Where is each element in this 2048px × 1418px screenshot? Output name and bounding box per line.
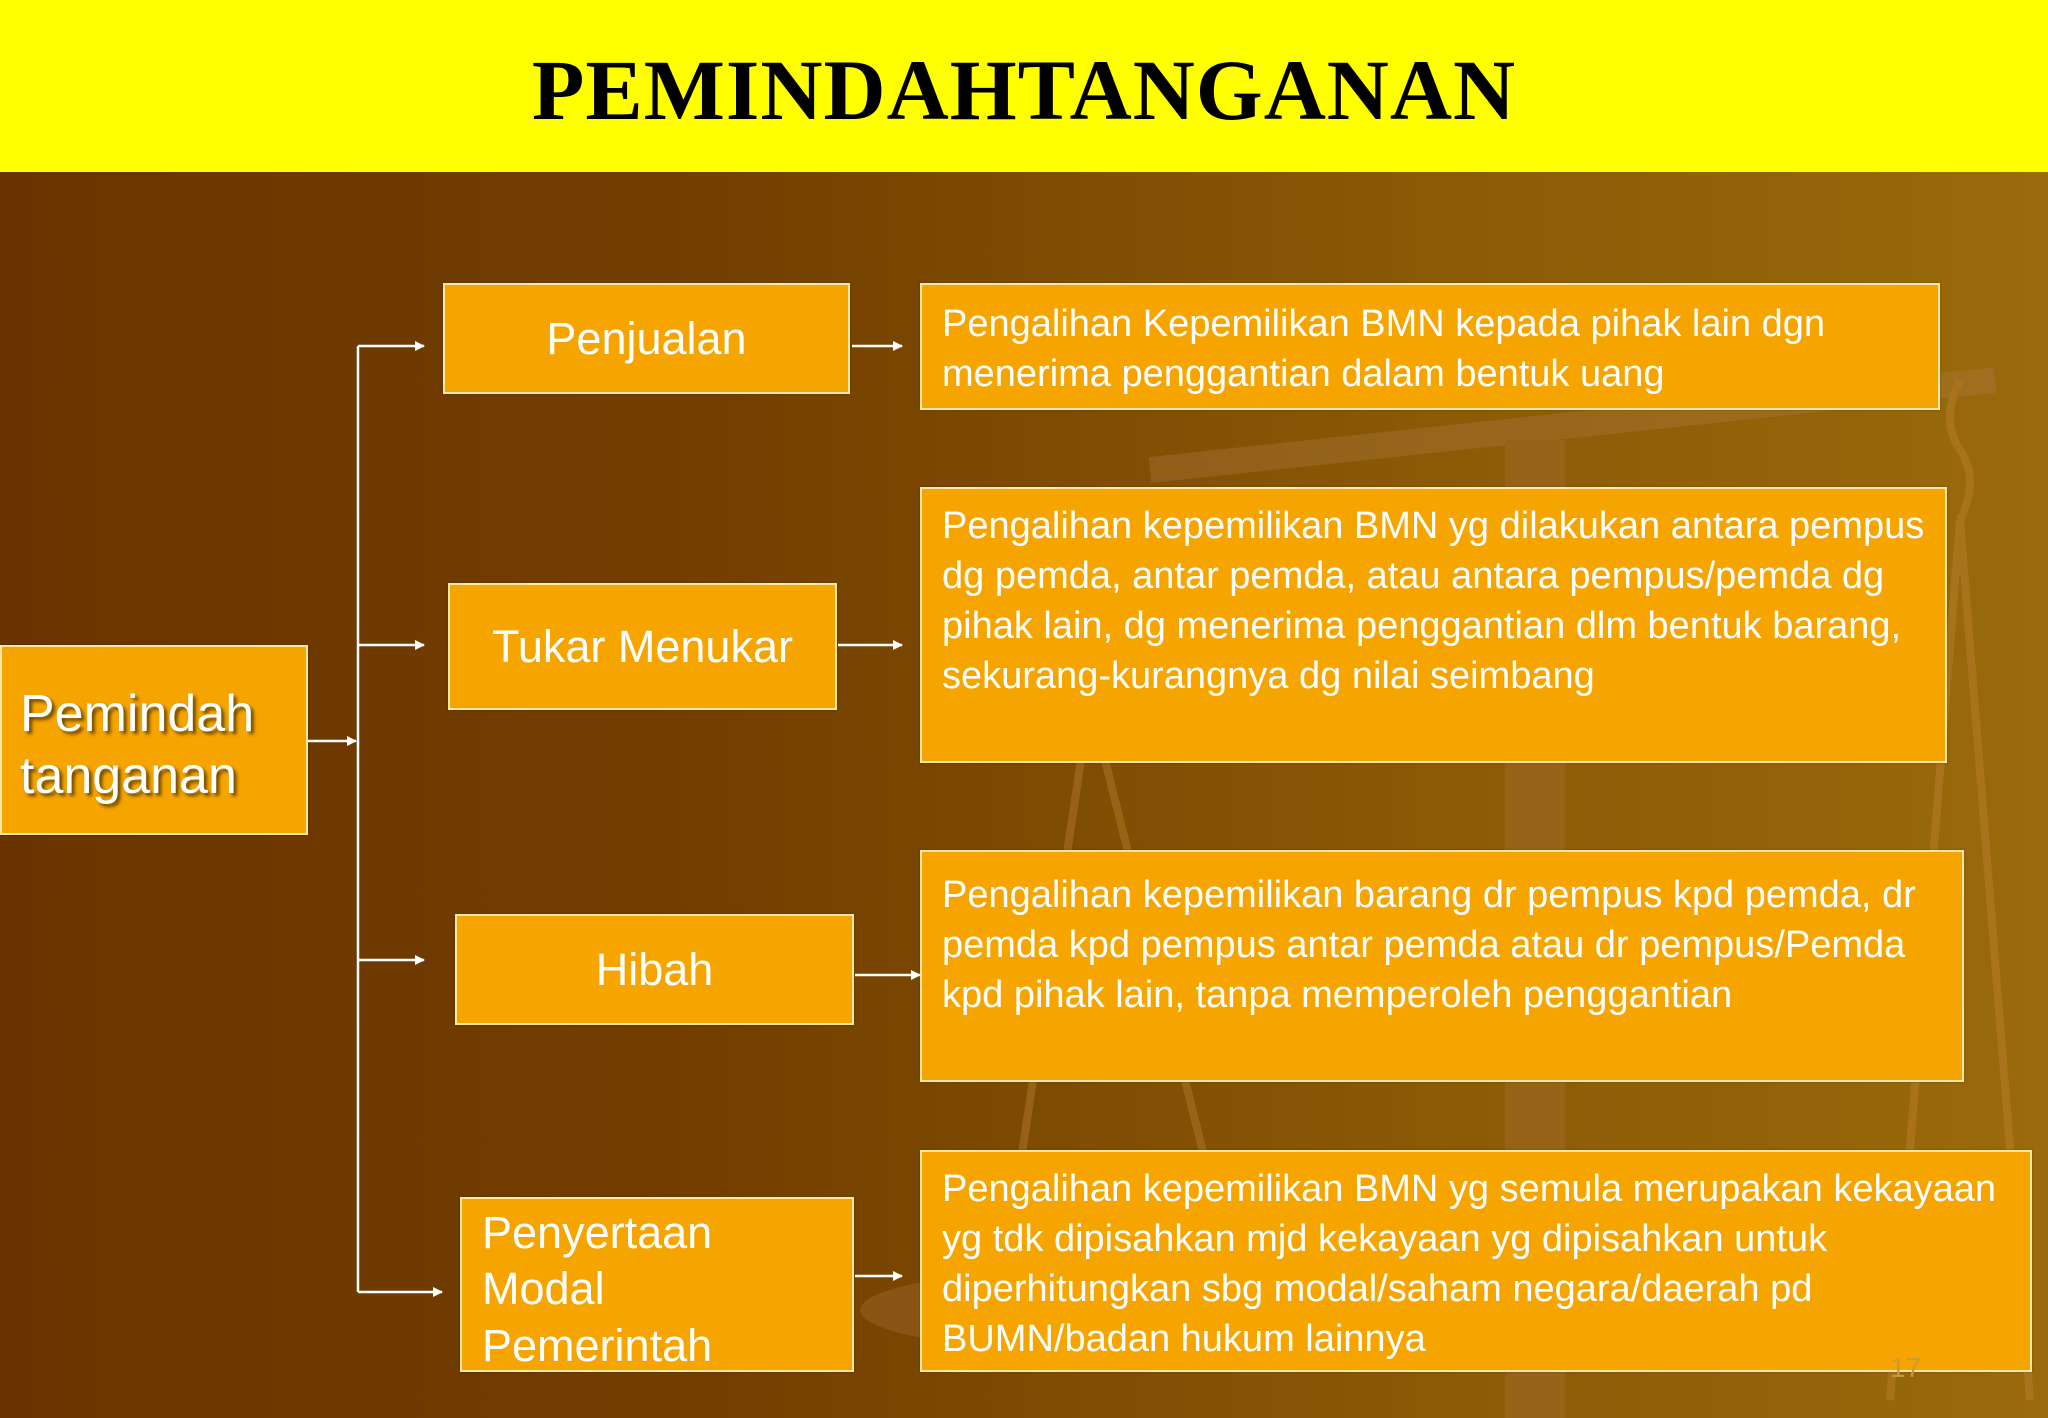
node-penjualan-label: Penjualan bbox=[546, 312, 747, 364]
node-hibah bbox=[455, 914, 854, 1025]
root-node-pemindahtanganan bbox=[0, 645, 308, 835]
node-penyertaan-label-line2: Modal bbox=[482, 1263, 605, 1315]
desc-hibah bbox=[920, 850, 1964, 1082]
root-label-line1: Pemindah bbox=[20, 685, 255, 743]
desc-tukar-menukar bbox=[920, 487, 1947, 763]
node-tukar-menukar bbox=[448, 583, 837, 710]
slide-title: PEMINDAHTANGANAN bbox=[531, 42, 1517, 138]
node-hibah-label: Hibah bbox=[595, 943, 714, 995]
node-penyertaan-label-line3: Pemerintah bbox=[482, 1319, 713, 1371]
node-penjualan bbox=[443, 283, 850, 394]
desc-tukar-menukar-text: Pengalihan kepemilikan BMN yg dilakukan antara pempus dg pemda, antar pemda, atau antara pempus/pemda dg pihak lain, dg menerima penggantian dlm bentuk barang, sekurang-kurangnya dg nilai seimbang bbox=[942, 505, 1925, 698]
desc-penjualan bbox=[920, 283, 1940, 410]
node-penyertaan-modal-pemerintah bbox=[460, 1197, 854, 1372]
desc-penjualan-text: Pengalihan Kepemilikan BMN kepada pihak lain dgn menerima penggantian dalam bentuk uang bbox=[942, 303, 1826, 396]
desc-hibah-text: Pengalihan kepemilikan barang dr pempus kpd pemda, dr pemda kpd pempus antar pemda atau dr pempus/Pemda kpd pihak lain, tanpa memperoleh penggantian bbox=[942, 874, 1916, 1017]
node-penyertaan-label-line1: Penyertaan bbox=[482, 1207, 713, 1258]
node-tukar-menukar-label: Tukar Menukar bbox=[492, 620, 793, 672]
desc-penyertaan-modal bbox=[920, 1150, 2032, 1372]
page-number: 17 bbox=[1890, 1352, 1922, 1383]
root-label-line2: tanganan bbox=[20, 747, 237, 806]
desc-penyertaan-text: Pengalihan kepemilikan BMN yg semula merupakan kekayaan yg tdk dipisahkan mjd kekayaan yg dipisahkan untuk diperhitungkan sbg modal/saham negara/daerah pd BUMN/badan hukum lainnya bbox=[942, 1168, 1997, 1361]
